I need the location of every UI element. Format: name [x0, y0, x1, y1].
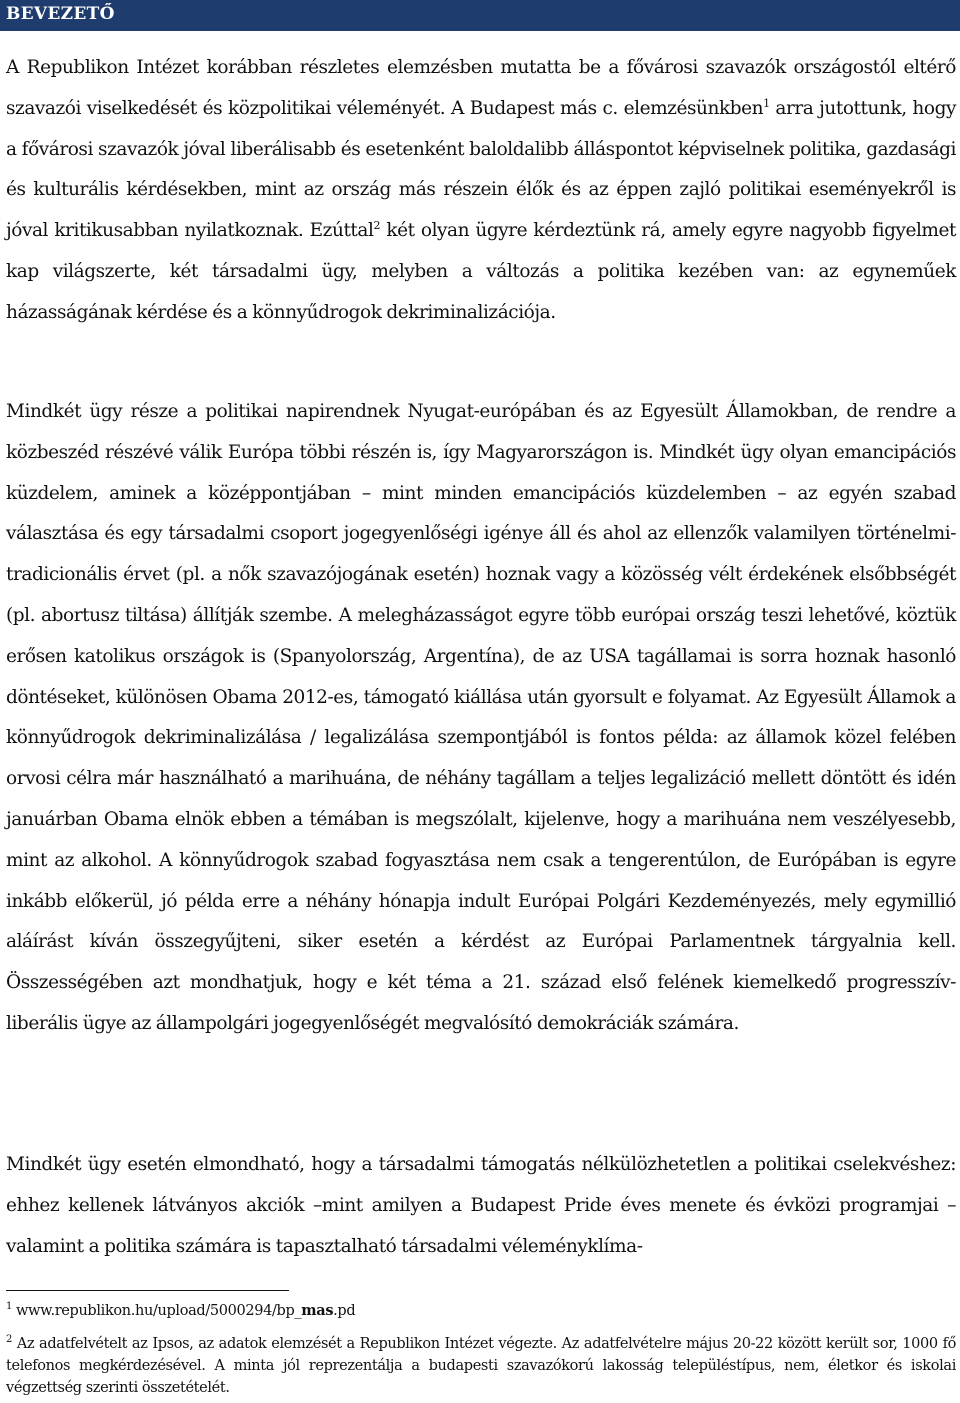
- paragraph-1-text-a: A Republikon Intézet korábban részletes elemzésben mutatta be a fővárosi szavazók országostól eltérő szavazói viselkedését és közpolitikai véleményét. A Budapest más c. elemzésünkben: [6, 57, 956, 119]
- footnote-1-link-a[interactable]: www.republikon.hu/upload/5000294/bp_: [12, 1303, 302, 1319]
- footnote-ref-1[interactable]: 1: [763, 96, 770, 110]
- footnote-divider: [6, 1290, 289, 1291]
- footnote-1-marker: 1: [6, 1301, 13, 1313]
- intro-paragraph-3: Mindkét ügy esetén elmondható, hogy a társadalmi támogatás nélkülözhetetlen a politikai cselekvéshez: ehhez kellenek látványos akciók –mint amilyen a Budapest Pride éves menete és évközi programjai – valamint a politika számára is tapasztalható társadalmi véleményklíma-: [6, 1154, 956, 1257]
- footnote-ref-2[interactable]: 2: [373, 219, 381, 233]
- section-title: BEVEZETŐ: [6, 4, 115, 24]
- intro-paragraph-2: Mindkét ügy része a politikai napirendnek Nyugat-európában és az Egyesült Államokban, de rendre a közbeszéd részévé válik Európa többi részén is, így Magyarországon is. Mindkét ügy olyan emancipációs küzdelem, aminek a középpontjában – mint minden emancipációs küzdelemben – az egyén szabad választása és egy társadalmi csoport jogegyenlőségi igénye áll és ahol az ellenzők valamilyen történelmi-tradicionális érvet (pl. a nők szavazójogának esetén) hoznak vagy a közösség vélt érdekének elsőbbségét (pl. abortusz tiltása) állítják szembe. A melegházasságot egyre több európai ország teszi lehetővé, köztük erősen katolikus országok is (Spanyolország, Argentína), de az USA tagállamai is sorra hoznak hasonló döntéseket, különösen Obama 2012-es, támogató kiállása után gyorsult e folyamat. Az Egyesült Államok a könnyűdrogok dekriminalizálása / legalizálása szempontjából is fontos példa: az államok közel felében orvosi célra már használható a marihuána, de néhány tagállam a teljes legalizáció mellett döntött és idén januárban Obama elnök ebben a témában is megszólalt, kijelenve, hogy a marihuána nem veszélyesebb, mint az alkohol. A könnyűdrogok szabad fogyasztása nem csak a tengerentúlon, de Európában is egyre inkább előkerül, jó példa erre a néhány hónapja indult Európai Polgári Kezdeményezés, mely egymillió aláírást kíván összegyűjteni, siker esetén a kérdést az Európai Parlamentnek tárgyalnia kell. Összességében azt mondhatjuk, hogy e két téma a 21. század első felének kiemelkedő progresszív-liberális ügye az állampolgári jogegyenlőségét megvalósító demokráciák számára.: [6, 401, 956, 1034]
- paragraph-1-text-c: két olyan ügyre kérdeztünk rá, amely egyre nagyobb figyelmet kap világszerte, két társadalmi ügy, melyben a változás a politika kezében van: az egyneműek házasságának kérdése és a könnyűdrogok dekriminalizációja.: [6, 220, 957, 323]
- footnote-2: [6, 1333, 956, 1399]
- footnote-1-link-b[interactable]: .pd: [333, 1303, 356, 1319]
- footnote-2-marker: 2: [6, 1334, 13, 1346]
- section-header-bar: [0, 0, 960, 31]
- footnote-1: [6, 1300, 956, 1322]
- intro-paragraph-1: [6, 48, 956, 334]
- footnote-2-text: Az adatfelvételt az Ipsos, az adatok elemzését a Republikon Intézet végezte. Az adatfelvételre május 20-22 között került sor, 1000 fő telefonos megkérdezésével. A minta jól reprezentálja a budapesti szavazókorú lakosság településtípus, nem, életkor és iskolai végzettség szerinti összetételét.: [6, 1336, 956, 1396]
- paragraph-1-text-b: arra jutottunk, hogy a fővárosi szavazók jóval liberálisabb és esetenként baloldalibb álláspontot képviselnek politika, gazdasági és kulturális kérdésekben, mint az ország más részein élők és az éppen zajló politikai eseményekről is jóval kritikusabban nyilatkoznak. Ezúttal: [6, 97, 956, 242]
- footnote-1-link-bold[interactable]: mas: [301, 1302, 334, 1319]
